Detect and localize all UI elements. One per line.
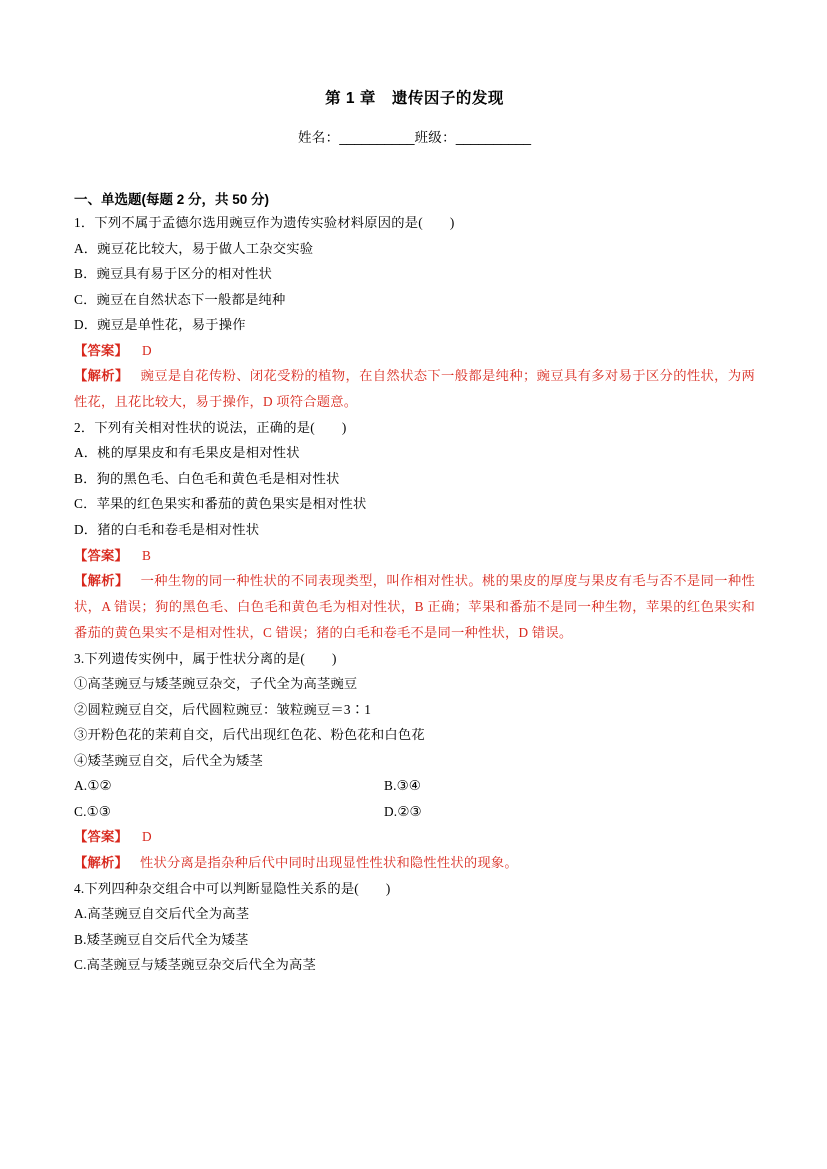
section-heading: 一、单选题(每题 2 分，共 50 分) xyxy=(74,192,270,207)
question-option: ②圆粒豌豆自交，后代圆粒豌豆：皱粒豌豆＝3∶1 xyxy=(74,701,372,717)
answer-line xyxy=(74,543,755,569)
question-option: A．桃的厚果皮和有毛果皮是相对性状 xyxy=(74,445,300,461)
question-option: D．猪的白毛和卷毛是相对性状 xyxy=(74,522,260,537)
question-option: C．苹果的红色果实和番茄的黄色果实是相对性状 xyxy=(74,496,367,512)
name-label: 姓名： xyxy=(298,130,340,145)
question-option: ④矮茎豌豆自交，后代全为矮茎 xyxy=(74,752,263,768)
question-stem: 4.下列四种杂交组合中可以判断显隐性关系的是( ) xyxy=(74,880,391,896)
question-option: C．豌豆在自然状态下一般都是纯种 xyxy=(74,291,286,307)
analysis-text: 一种生物的同一种性状的不同表现类型，叫作相对性状。桃的果皮的厚度与果皮有毛与否不是同一种性状，A 错误；狗的黑色毛、白色毛和黄色毛为相对性状，B 正确；苹果和番茄不是同一种生物，苹果的红色果实和番茄的黄色果实不是相对性状，C 错误；猪的白毛和卷毛不是同一种性状，D 错误。 xyxy=(74,573,755,640)
choice-row xyxy=(74,773,755,799)
choice-row xyxy=(74,799,755,825)
question-stem: 1．下列不属于孟德尔选用豌豆作为遗传实验材料原因的是( ) xyxy=(74,215,455,230)
question-stem: 3.下列遗传实例中，属于性状分离的是( ) xyxy=(74,650,337,666)
question-option: ①高茎豌豆与矮茎豌豆杂交，子代全为高茎豌豆 xyxy=(74,676,358,692)
question-option: A．豌豆花比较大，易于做人工杂交实验 xyxy=(74,240,314,256)
analysis-tag: 【解析】 xyxy=(74,854,128,870)
answer-value: D xyxy=(142,342,152,358)
question-option: B.矮茎豌豆自交后代全为矮茎 xyxy=(74,931,249,947)
class-blank: __________ xyxy=(455,130,531,145)
question-option: C.高茎豌豆与矮茎豌豆杂交后代全为高茎 xyxy=(74,957,317,973)
answer-tag: 【答案】 xyxy=(74,547,128,563)
question-option: B．狗的黑色毛、白色毛和黄色毛是相对性状 xyxy=(74,470,340,486)
choice-right: D.②③ xyxy=(384,803,422,819)
analysis-text: 豌豆是自花传粉、闭花受粉的植物，在自然状态下一般都是纯种；豌豆具有多对易于区分的性状，为两性花，且花比较大，易于操作，D 项符合题意。 xyxy=(74,368,755,410)
analysis-tag: 【解析】 xyxy=(74,573,129,589)
question-option: D．豌豆是单性花，易于操作 xyxy=(74,317,246,333)
question-option: ③开粉色花的茉莉自交，后代出现红色花、粉色花和白色花 xyxy=(74,727,425,743)
analysis-line xyxy=(74,363,755,415)
answer-value: B xyxy=(142,547,152,563)
answer-tag: 【答案】 xyxy=(74,342,128,358)
analysis-text: 性状分离是指杂种后代中同时出现显性性状和隐性性状的现象。 xyxy=(140,854,518,870)
choice-left: C.①③ xyxy=(74,803,111,819)
choice-left: A.①② xyxy=(74,778,112,794)
question-option: A.高茎豌豆自交后代全为高茎 xyxy=(74,906,250,922)
analysis-line xyxy=(74,850,755,876)
student-info-line xyxy=(74,126,755,146)
page-title: 第 1 章 遗传因子的发现 xyxy=(325,90,504,107)
answer-line xyxy=(74,338,755,364)
choice-right: B.③④ xyxy=(384,778,421,794)
answer-value: D xyxy=(142,829,152,845)
analysis-tag: 【解析】 xyxy=(74,368,129,384)
question-option: B．豌豆具有易于区分的相对性状 xyxy=(74,266,273,282)
answer-line xyxy=(74,824,755,850)
class-label: 班级： xyxy=(414,130,456,145)
question-stem: 2．下列有关相对性状的说法，正确的是( ) xyxy=(74,419,347,435)
answer-tag: 【答案】 xyxy=(74,829,128,845)
analysis-line xyxy=(74,568,755,646)
name-blank: __________ xyxy=(339,130,415,145)
